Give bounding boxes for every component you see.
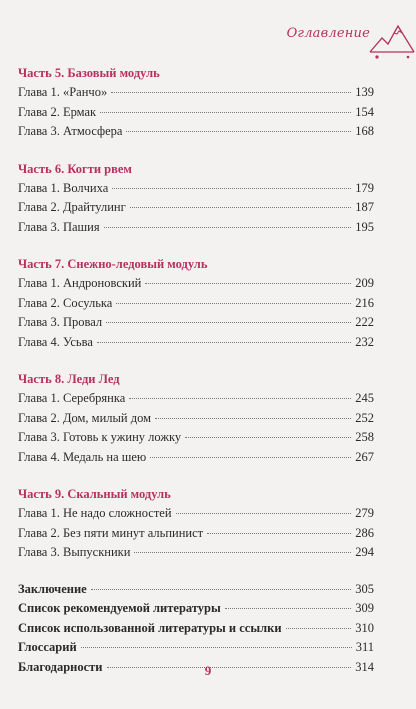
part-heading[interactable]: Часть 8. Леди Лед <box>18 372 120 386</box>
part-heading[interactable]: Часть 6. Когти рвем <box>18 161 132 176</box>
header-label: Оглавление <box>286 26 370 41</box>
chapter-entry[interactable] <box>18 543 374 563</box>
back-matter-entry[interactable] <box>18 580 374 600</box>
entry-title: Глава 1. Не надо сложностей <box>18 506 172 520</box>
dot-leader <box>106 322 351 323</box>
chapter-entry[interactable] <box>18 103 374 123</box>
dot-leader <box>150 457 351 458</box>
entry-page: 179 <box>355 180 374 195</box>
entry-page: 154 <box>355 104 374 119</box>
entry-page: 311 <box>355 640 374 654</box>
entry-title: Благодарности <box>18 659 103 674</box>
entry-title: Глава 2. Без пяти минут альпинист <box>18 525 204 540</box>
chapter-entry[interactable] <box>18 198 374 218</box>
table-of-contents <box>18 63 374 694</box>
entry-page: 216 <box>355 295 374 310</box>
dot-leader <box>91 589 352 590</box>
dot-leader <box>112 188 351 189</box>
entry-page: 267 <box>355 449 374 464</box>
dot-leader <box>134 552 351 553</box>
entry-page: 309 <box>355 601 374 615</box>
toc-section <box>18 159 374 238</box>
dot-leader <box>104 227 352 228</box>
entry-title: Список рекомендуемой литературы <box>18 601 221 615</box>
toc-section <box>18 484 374 563</box>
entry-title: Глава 3. Провал <box>18 315 103 329</box>
toc-section <box>18 369 374 467</box>
toc-section <box>18 254 374 352</box>
back-matter-entry[interactable] <box>18 599 374 619</box>
entry-title: Глава 2. Сосулька <box>18 295 113 310</box>
dot-leader <box>81 647 352 648</box>
entry-page: 195 <box>355 219 374 234</box>
entry-page: 168 <box>355 124 374 138</box>
chapter-entry[interactable] <box>18 448 374 468</box>
chapter-entry[interactable] <box>18 333 374 353</box>
entry-page: 279 <box>355 506 374 520</box>
entry-title: Глава 2. Ермак <box>18 104 97 119</box>
dot-leader <box>286 628 352 629</box>
entry-title: Глава 2. Дом, милый дом <box>18 410 152 425</box>
entry-page: 222 <box>355 315 374 329</box>
entry-title: Глава 3. Выпускники <box>18 545 131 559</box>
back-matter-entry[interactable] <box>18 619 374 639</box>
part-heading[interactable]: Часть 9. Скальный модуль <box>18 487 171 501</box>
entry-title: Глава 3. Готовь к ужину ложку <box>18 430 182 444</box>
toc-section <box>18 63 374 142</box>
entry-title: Глава 1. Серебрянка <box>18 391 126 405</box>
entry-page: 245 <box>355 391 374 405</box>
entry-title: Глава 4. Медаль на шею <box>18 449 147 464</box>
dot-leader <box>145 283 351 284</box>
entry-title: Глава 1. «Ранчо» <box>18 85 108 99</box>
dot-leader <box>116 303 351 304</box>
entry-title: Глоссарий <box>18 640 77 654</box>
entry-page: 305 <box>355 581 374 596</box>
entry-page: 258 <box>355 430 374 444</box>
dot-leader <box>225 608 351 609</box>
entry-page: 314 <box>355 659 374 674</box>
entry-title: Глава 1. Андроновский <box>18 276 142 290</box>
chapter-entry[interactable] <box>18 179 374 199</box>
entry-title: Глава 4. Усьва <box>18 334 93 349</box>
entry-page: 310 <box>355 620 374 635</box>
entry-page: 139 <box>355 85 374 99</box>
chapter-entry[interactable] <box>18 122 374 142</box>
chapter-entry[interactable] <box>18 274 374 294</box>
entry-page: 232 <box>355 334 374 349</box>
part-heading[interactable]: Часть 7. Снежно-ледовый модуль <box>18 257 208 271</box>
entry-title: Глава 3. Пашия <box>18 219 100 234</box>
chapter-entry[interactable] <box>18 313 374 333</box>
entry-page: 209 <box>355 276 374 290</box>
dot-leader <box>97 342 351 343</box>
chapter-entry[interactable] <box>18 428 374 448</box>
dot-leader <box>100 112 351 113</box>
chapter-entry[interactable] <box>18 218 374 238</box>
dot-leader <box>176 513 352 514</box>
chapter-entry[interactable] <box>18 294 374 314</box>
chapter-entry[interactable] <box>18 524 374 544</box>
chapter-entry[interactable] <box>18 389 374 409</box>
entry-title: Глава 2. Драйтулинг <box>18 200 126 214</box>
chapter-entry[interactable] <box>18 504 374 524</box>
entry-page: 252 <box>355 410 374 425</box>
chapter-entry[interactable] <box>18 83 374 103</box>
dot-leader <box>126 131 351 132</box>
entry-title: Глава 3. Атмосфера <box>18 124 123 138</box>
part-heading[interactable]: Часть 5. Базовый модуль <box>18 66 160 80</box>
dot-leader <box>111 92 351 93</box>
dot-leader <box>130 207 352 208</box>
entry-page: 187 <box>355 200 374 214</box>
entry-page: 286 <box>355 525 374 540</box>
contents-header <box>286 14 416 62</box>
dot-leader <box>129 398 351 399</box>
entry-title: Заключение <box>18 581 87 596</box>
dot-leader <box>207 533 351 534</box>
mountain-icon <box>368 20 416 60</box>
page-number: 9 <box>204 663 212 678</box>
dot-leader <box>155 418 351 419</box>
entry-title: Глава 1. Волчиха <box>18 180 109 195</box>
entry-page: 294 <box>355 545 374 559</box>
dot-leader <box>185 437 351 438</box>
entry-title: Список использованной литературы и ссылки <box>18 620 282 635</box>
back-matter-entry[interactable] <box>18 638 374 658</box>
chapter-entry[interactable] <box>18 409 374 429</box>
